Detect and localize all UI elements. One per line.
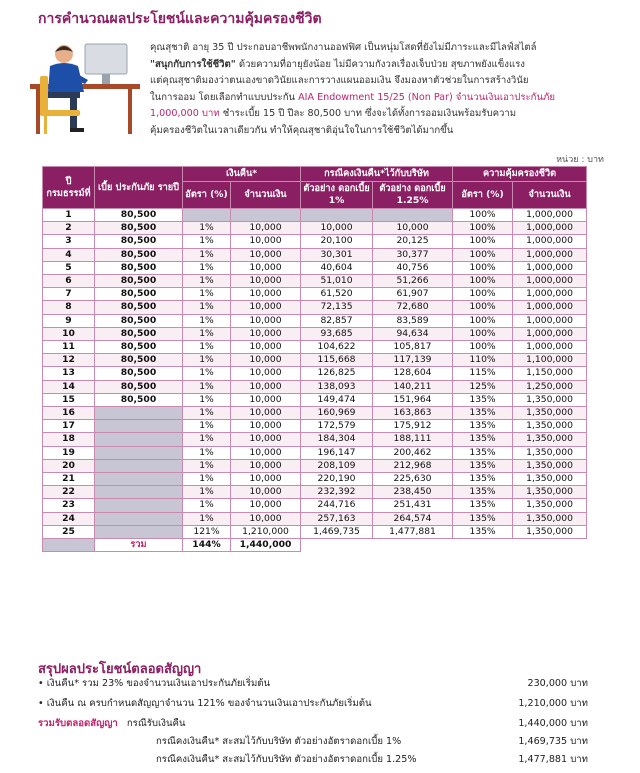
summary-line-2-text: • เงินคืน ณ ครบกำหนดสัญญาจำนวน 121% ของจำนวนเงินเอาประกันภัยเริ่มต้น [38, 698, 372, 709]
table-cell: 2 [43, 222, 95, 235]
table-row [43, 473, 587, 486]
table-cell: 244,716 [301, 499, 373, 512]
table-cell: 212,968 [373, 459, 453, 472]
table-cell: 16 [43, 407, 95, 420]
table-row [43, 222, 587, 235]
intro-paragraph [150, 40, 612, 139]
table-cell: 10,000 [231, 235, 301, 248]
table-cell: 1,000,000 [513, 288, 587, 301]
intro-line-4: ในการออม โดยเลือกทำแบบประกัน [150, 91, 299, 103]
table-cell: 80,500 [95, 327, 183, 340]
table-cell: 10,000 [231, 314, 301, 327]
table-cell: 257,163 [301, 512, 373, 525]
table-cell: 10,000 [231, 486, 301, 499]
table-cell: 1,350,000 [513, 473, 587, 486]
table-cell: 105,817 [373, 341, 453, 354]
table-cell: 135% [453, 393, 513, 406]
table-cell: 1,000,000 [513, 222, 587, 235]
table-cell: 128,604 [373, 367, 453, 380]
table-cell: 8 [43, 301, 95, 314]
table-cell: 1,000,000 [513, 261, 587, 274]
table-cell: 100% [453, 341, 513, 354]
table-cell: 1% [183, 512, 231, 525]
table-cell: 138,093 [301, 380, 373, 393]
intro-highlight: "สนุกกับการใช้ชีวิต" [150, 58, 236, 70]
table-cell: 1,000,000 [513, 235, 587, 248]
summary-total-label: รวมรับตลอดสัญญา [38, 718, 118, 729]
header-example-1pct: ตัวอย่าง ดอกเบี้ย 1% [301, 182, 373, 209]
table-cell: 80,500 [95, 248, 183, 261]
table-cell: 30,301 [301, 248, 373, 261]
table-cell [95, 473, 183, 486]
table-cell: 30,377 [373, 248, 453, 261]
intro-line-6: คุ้มครองชีวิตในเวลาเดียวกัน ทำให้คุณสุชาติอุ่นใจในการใช้ชีวิตได้มากขึ้น [150, 124, 454, 136]
table-cell: 10,000 [231, 301, 301, 314]
table-cell: 1,000,000 [513, 301, 587, 314]
summary-line-2-value: 1,210,000 บาท [518, 698, 588, 709]
table-cell: 163,863 [373, 407, 453, 420]
table-cell: 1% [183, 486, 231, 499]
total-amount: 1,440,000 [231, 539, 301, 552]
table-row [43, 446, 587, 459]
table-cell: 40,756 [373, 261, 453, 274]
summary-line-1-text: • เงินคืน* รวม 23% ของจำนวนเงินเอาประกันภัยเริ่มต้น [38, 678, 271, 689]
summary-line-4 [38, 734, 588, 750]
intro-line-5: ชำระเบี้ย 15 ปี ปีละ 80,500 บาท ซึ่งจะได้ทั้งการออมเงินพร้อมรับความ [219, 108, 517, 119]
table-cell: 80,500 [95, 222, 183, 235]
table-row [43, 301, 587, 314]
table-cell: 18 [43, 433, 95, 446]
table-cell: 10,000 [231, 393, 301, 406]
table-cell: 104,622 [301, 341, 373, 354]
header-life-coverage: ความคุ้มครองชีวิต [453, 167, 587, 182]
table-cell: 17 [43, 420, 95, 433]
table-cell: 10,000 [231, 407, 301, 420]
table-cell: 1,350,000 [513, 433, 587, 446]
table-cell: 1% [183, 222, 231, 235]
summary-line-3 [38, 716, 588, 732]
table-cell: 100% [453, 314, 513, 327]
summary-line-4-text: กรณีคงเงินคืน* สะสมไว้กับบริษัท ตัวอย่างอัตราดอกเบี้ย 1% [156, 736, 402, 747]
table-cell: 10,000 [231, 512, 301, 525]
intro-product: AIA Endowment 15/25 (Non Par) จำนวนเงินเอาประกันภัย [298, 91, 555, 103]
table-cell: 160,969 [301, 407, 373, 420]
table-cell [95, 486, 183, 499]
table-cell: 10,000 [231, 433, 301, 446]
table-cell: 10,000 [231, 248, 301, 261]
table-cell: 15 [43, 393, 95, 406]
table-cell: 72,135 [301, 301, 373, 314]
table-cell: 1,000,000 [513, 275, 587, 288]
table-cell [95, 525, 183, 538]
table-cell: 80,500 [95, 380, 183, 393]
table-cell: 80,500 [95, 314, 183, 327]
table-cell: 10,000 [231, 380, 301, 393]
table-row [43, 380, 587, 393]
table-cell [95, 433, 183, 446]
summary-line-1-value: 230,000 บาท [527, 678, 588, 689]
header-year: ปี กรมธรรม์ที่ [43, 167, 95, 209]
table-cell: 1,000,000 [513, 327, 587, 340]
table-cell: 1% [183, 235, 231, 248]
table-cell: 135% [453, 459, 513, 472]
table-cell: 175,912 [373, 420, 453, 433]
summary-line-5-value: 1,477,881 บาท [518, 754, 588, 765]
table-cell: 1% [183, 301, 231, 314]
table-cell: 23 [43, 499, 95, 512]
table-cell: 1% [183, 420, 231, 433]
table-cell: 135% [453, 525, 513, 538]
table-cell: 80,500 [95, 288, 183, 301]
table-cell: 100% [453, 288, 513, 301]
table-cell: 80,500 [95, 261, 183, 274]
table-cell: 10,000 [231, 420, 301, 433]
table-cell: 10,000 [301, 222, 373, 235]
table-cell: 135% [453, 433, 513, 446]
table-cell: 225,630 [373, 473, 453, 486]
table-cell: 1,350,000 [513, 459, 587, 472]
table-cell [95, 420, 183, 433]
table-row [43, 354, 587, 367]
table-cell: 1% [183, 473, 231, 486]
table-cell: 1% [183, 354, 231, 367]
table-cell: 196,147 [301, 446, 373, 459]
table-cell: 264,574 [373, 512, 453, 525]
table-cell: 1% [183, 288, 231, 301]
table-cell: 1,250,000 [513, 380, 587, 393]
table-cell: 238,450 [373, 486, 453, 499]
header-cash-amount: จำนวนเงิน [231, 182, 301, 209]
table-cell: 20,100 [301, 235, 373, 248]
table-cell [95, 446, 183, 459]
summary-line-1 [38, 676, 588, 692]
table-cell: 1,350,000 [513, 407, 587, 420]
table-cell: 184,304 [301, 433, 373, 446]
table-cell: 1% [183, 380, 231, 393]
table-cell: 110% [453, 354, 513, 367]
table-cell: 251,431 [373, 499, 453, 512]
table-row [43, 327, 587, 340]
table-cell: 80,500 [95, 341, 183, 354]
table-row [43, 235, 587, 248]
table-cell: 1% [183, 499, 231, 512]
table-cell: 10,000 [231, 446, 301, 459]
table-cell: 135% [453, 499, 513, 512]
table-cell: 1,000,000 [513, 209, 587, 222]
table-cell: 140,211 [373, 380, 453, 393]
table-cell: 10 [43, 327, 95, 340]
table-cell: 100% [453, 261, 513, 274]
table-cell: 1,150,000 [513, 367, 587, 380]
table-cell: 72,680 [373, 301, 453, 314]
header-example-125pct: ตัวอย่าง ดอกเบี้ย 1.25% [373, 182, 453, 209]
table-cell: 12 [43, 354, 95, 367]
table-cell: 1% [183, 327, 231, 340]
table-cell: 1,477,881 [373, 525, 453, 538]
table-row [43, 288, 587, 301]
table-row [43, 433, 587, 446]
total-blank [43, 539, 95, 552]
table-cell: 61,907 [373, 288, 453, 301]
person-at-desk-illustration [30, 36, 140, 136]
table-cell: 135% [453, 512, 513, 525]
table-cell: 1% [183, 446, 231, 459]
intro-line-2: ด้วยความที่อายุยังน้อย ไม่มีความกังวลเรื่องเจ็บป่วย สุขภาพยังแข็งแรง [235, 58, 525, 70]
table-cell: 1,350,000 [513, 512, 587, 525]
table-cell: 1% [183, 459, 231, 472]
table-cell: 9 [43, 314, 95, 327]
table-row [43, 499, 587, 512]
table-row [43, 248, 587, 261]
table-cell: 24 [43, 512, 95, 525]
table-cell: 83,589 [373, 314, 453, 327]
table-cell: 10,000 [231, 288, 301, 301]
table-cell: 10,000 [231, 367, 301, 380]
table-cell: 200,462 [373, 446, 453, 459]
total-row [43, 539, 587, 552]
table-cell: 1,210,000 [231, 525, 301, 538]
table-row [43, 314, 587, 327]
table-row [43, 341, 587, 354]
table-cell: 80,500 [95, 301, 183, 314]
table-cell: 1% [183, 407, 231, 420]
total-rate: 144% [183, 539, 231, 552]
table-cell: 80,500 [95, 393, 183, 406]
table-cell [95, 407, 183, 420]
table-cell: 80,500 [95, 367, 183, 380]
table-cell: 188,111 [373, 433, 453, 446]
table-cell: 3 [43, 235, 95, 248]
table-cell [373, 209, 453, 222]
table-cell: 100% [453, 248, 513, 261]
summary-line-2 [38, 696, 588, 712]
table-cell: 10,000 [231, 499, 301, 512]
table-cell: 1,350,000 [513, 446, 587, 459]
table-row [43, 407, 587, 420]
summary-line-5-text: กรณีคงเงินคืน* สะสมไว้กับบริษัท ตัวอย่างอัตราดอกเบี้ย 1.25% [156, 754, 417, 765]
table-cell: 80,500 [95, 209, 183, 222]
table-cell: 135% [453, 473, 513, 486]
summary-line-5 [38, 752, 588, 768]
table-cell: 1% [183, 275, 231, 288]
table-cell: 19 [43, 446, 95, 459]
table-cell: 1% [183, 433, 231, 446]
table-cell: 1,350,000 [513, 420, 587, 433]
table-cell: 93,685 [301, 327, 373, 340]
table-cell: 135% [453, 420, 513, 433]
table-cell: 208,109 [301, 459, 373, 472]
table-cell: 1,350,000 [513, 393, 587, 406]
summary-title: สรุปผลประโยชน์ตลอดสัญญา [38, 662, 202, 677]
table-cell: 20 [43, 459, 95, 472]
table-cell: 135% [453, 486, 513, 499]
table-cell: 1% [183, 314, 231, 327]
table-cell: 1,000,000 [513, 314, 587, 327]
table-cell [95, 499, 183, 512]
table-cell: 10,000 [231, 354, 301, 367]
table-cell: 14 [43, 380, 95, 393]
table-cell: 149,474 [301, 393, 373, 406]
table-cell: 10,000 [373, 222, 453, 235]
summary-line-4-value: 1,469,735 บาท [518, 736, 588, 747]
table-cell: 1,100,000 [513, 354, 587, 367]
table-cell: 1 [43, 209, 95, 222]
table-row [43, 525, 587, 538]
table-cell: 135% [453, 446, 513, 459]
table-row [43, 420, 587, 433]
header-cash-rate: อัตรา (%) [183, 182, 231, 209]
table-cell: 117,139 [373, 354, 453, 367]
table-cell: 100% [453, 222, 513, 235]
table-cell: 10,000 [231, 341, 301, 354]
table-cell: 40,604 [301, 261, 373, 274]
table-row [43, 393, 587, 406]
table-cell: 1,350,000 [513, 486, 587, 499]
table-cell: 172,579 [301, 420, 373, 433]
table-cell: 125% [453, 380, 513, 393]
table-cell [231, 209, 301, 222]
table-cell: 25 [43, 525, 95, 538]
table-row [43, 486, 587, 499]
table-cell: 100% [453, 301, 513, 314]
table-cell: 220,190 [301, 473, 373, 486]
table-cell [95, 512, 183, 525]
table-row [43, 512, 587, 525]
page-title: การคำนวณผลประโยชน์และความคุ้มครองชีวิต [38, 11, 322, 27]
header-kept-with-company: กรณีคงเงินคืน*ไว้กับบริษัท [301, 167, 453, 182]
table-cell: 51,010 [301, 275, 373, 288]
table-cell: 80,500 [95, 275, 183, 288]
table-cell: 5 [43, 261, 95, 274]
table-cell: 1,000,000 [513, 341, 587, 354]
table-cell [301, 209, 373, 222]
table-cell: 121% [183, 525, 231, 538]
table-cell: 100% [453, 209, 513, 222]
intro-sum-insured: 1,000,000 บาท [150, 108, 220, 119]
table-cell: 1% [183, 248, 231, 261]
table-cell: 10,000 [231, 327, 301, 340]
table-row [43, 209, 587, 222]
summary-line-3-text: กรณีรับเงินคืน [126, 718, 186, 729]
table-cell: 1% [183, 341, 231, 354]
table-cell: 1,000,000 [513, 248, 587, 261]
table-cell: 94,634 [373, 327, 453, 340]
table-cell: 61,520 [301, 288, 373, 301]
table-cell: 10,000 [231, 261, 301, 274]
table-cell: 115% [453, 367, 513, 380]
header-cash-back: เงินคืน* [183, 167, 301, 182]
table-cell: 11 [43, 341, 95, 354]
header-coverage-rate: อัตรา (%) [453, 182, 513, 209]
intro-line-3: แต่คุณสุชาติมองว่าตนเองขาดวินัยและการวางแผนออมเงิน จึงมองหาตัวช่วยในการสร้างวินัย [150, 75, 529, 86]
intro-line-1: คุณสุชาติ อายุ 35 ปี ประกอบอาชีพพนักงานออฟฟิศ เป็นหนุ่มโสดที่ยังไม่มีภาระและมีไลฟ์สไตล์ [150, 42, 537, 53]
header-coverage-amount: จำนวนเงิน [513, 182, 587, 209]
table-cell: 1% [183, 393, 231, 406]
table-cell: 6 [43, 275, 95, 288]
table-cell: 1% [183, 261, 231, 274]
unit-label: หน่วย : บาท [556, 155, 604, 165]
table-cell: 51,266 [373, 275, 453, 288]
table-row [43, 459, 587, 472]
benefit-table [42, 166, 587, 552]
table-cell: 7 [43, 288, 95, 301]
table-cell: 10,000 [231, 222, 301, 235]
total-label: รวม [95, 539, 183, 552]
table-cell: 1,469,735 [301, 525, 373, 538]
table-cell: 1,350,000 [513, 499, 587, 512]
table-cell: 80,500 [95, 354, 183, 367]
table-row [43, 367, 587, 380]
table-cell: 151,964 [373, 393, 453, 406]
table-cell: 232,392 [301, 486, 373, 499]
table-cell: 22 [43, 486, 95, 499]
table-row [43, 275, 587, 288]
header-premium: เบี้ย ประกันภัย รายปี [95, 167, 183, 209]
table-cell: 115,668 [301, 354, 373, 367]
table-row [43, 261, 587, 274]
table-cell: 100% [453, 327, 513, 340]
table-cell: 1% [183, 367, 231, 380]
table-cell: 100% [453, 235, 513, 248]
table-cell: 126,825 [301, 367, 373, 380]
table-cell: 135% [453, 407, 513, 420]
table-cell: 80,500 [95, 235, 183, 248]
table-cell: 10,000 [231, 459, 301, 472]
table-cell [183, 209, 231, 222]
table-cell: 10,000 [231, 473, 301, 486]
summary-line-3-value: 1,440,000 บาท [518, 718, 588, 729]
table-cell: 10,000 [231, 275, 301, 288]
table-cell: 21 [43, 473, 95, 486]
table-cell: 13 [43, 367, 95, 380]
table-cell: 82,857 [301, 314, 373, 327]
table-cell: 20,125 [373, 235, 453, 248]
table-cell: 1,350,000 [513, 525, 587, 538]
table-cell [95, 459, 183, 472]
table-cell: 100% [453, 275, 513, 288]
table-cell: 4 [43, 248, 95, 261]
